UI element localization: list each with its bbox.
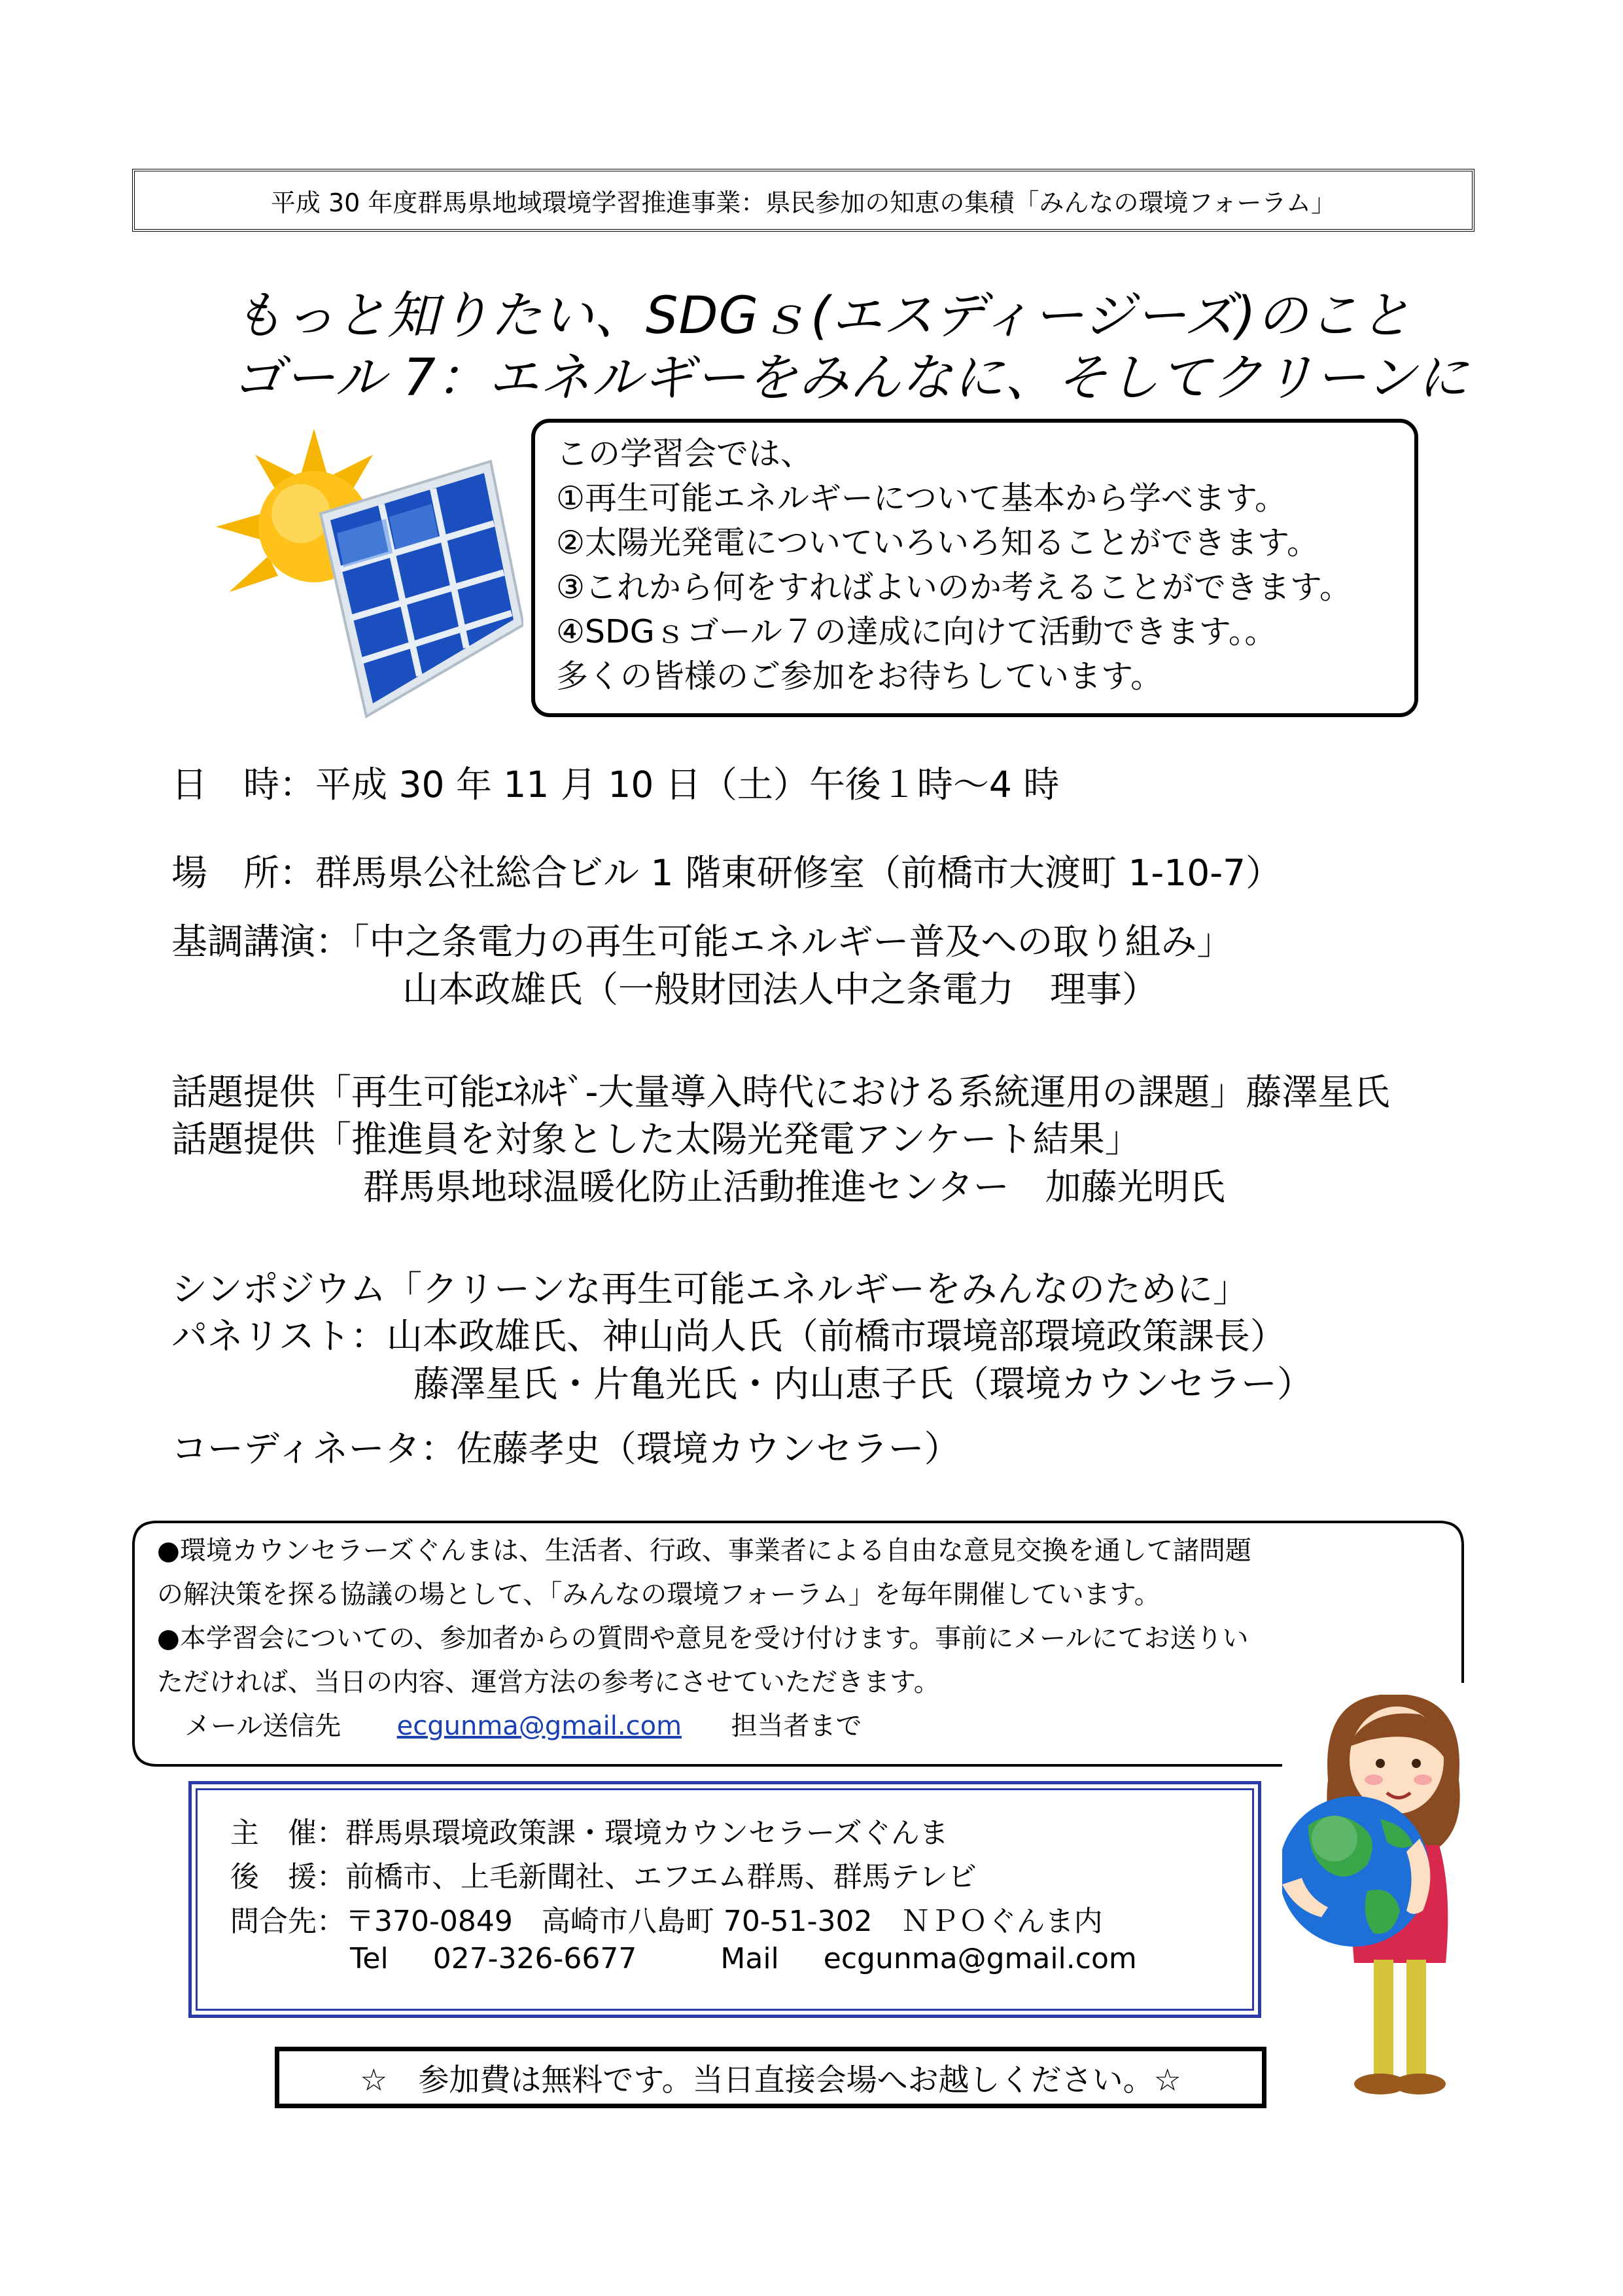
intro-line: ①再生可能エネルギーについて基本から学べます。 (556, 480, 1287, 517)
contact-phone-mail (350, 1942, 1137, 1975)
host: 主 催：群馬県環境政策課・環境カウンセラーズぐんま (230, 1816, 949, 1850)
intro-line: ③これから何をすればよいのか考えることができます。 (556, 569, 1352, 606)
intro-line: この学習会では、 (556, 435, 813, 472)
keynote-speaker: 山本政雄氏（一般財団法人中之条電力 理事） (402, 968, 1159, 1010)
mail-link[interactable]: ecgunma@gmail.com (396, 1711, 682, 1741)
note-line-2: の解決策を探る協議の場として、「みんなの環境フォーラム」を毎年開催しています。 (157, 1580, 1161, 1610)
tel-number: 027-326-6677 (432, 1942, 637, 1975)
mail-label: メール送信先 (184, 1711, 341, 1741)
keynote-title: 基調講演：「中之条電力の再生可能エネルギー普及への取り組み」 (171, 921, 1233, 963)
note-line-3: ●本学習会についての、参加者からの質問や意見を受け付けます。事前にメールにてお送りい (157, 1623, 1249, 1653)
event-datetime: 日 時：平成 30 年 11 月 10 日（土）午後１時～4 時 (171, 764, 1060, 805)
title-line-1: もっと知りたい、SDGｓ(エスディージーズ)のこと (232, 287, 1412, 345)
globe-icon (1282, 1796, 1429, 1947)
note-line-4: ただければ、当日の内容、運営方法の参考にさせていただきます。 (157, 1667, 940, 1697)
panelists-line-2: 藤澤星氏・片亀光氏・内山恵子氏（環境カウンセラー） (413, 1363, 1314, 1405)
coordinator: コーディネータ：佐藤孝史（環境カウンセラー） (171, 1428, 960, 1470)
mail-suffix: 担当者まで (731, 1711, 862, 1741)
header-banner (132, 169, 1475, 232)
contact-address: 問合先：〒370-0849 高崎市八島町 70-51-302 ＮＰＯぐんま内 (230, 1905, 1103, 1938)
intro-box (531, 419, 1418, 717)
mail-label-2: Mail (720, 1942, 779, 1975)
woman-globe-illustration (1282, 1675, 1518, 2120)
header-text: 平成 30 年度群馬県地域環境学習推進事業：県民参加の知恵の集積「みんなの環境フォーラム」 (270, 188, 1336, 217)
support: 後 援：前橋市、上毛新聞社、エフエム群馬、群馬テレビ (230, 1860, 977, 1894)
title-line-2: ゴール 7：エネルギーをみんなに、そしてクリーンに (232, 349, 1469, 408)
mail-address-2: ecgunma@gmail.com (823, 1942, 1137, 1975)
topic-1: 話題提供「再生可能ｴﾈﾙｷﾞ-大量導入時代における系統運用の課題」藤澤星氏 (171, 1071, 1390, 1113)
solar-panel-illustration (216, 429, 523, 723)
event-place: 場 所：群馬県公社総合ビル 1 階東研修室（前橋市大渡町 1-10-7） (171, 852, 1282, 894)
intro-line: ②太陽光発電についていろいろ知ることができます。 (556, 524, 1319, 561)
note-mail-row (184, 1705, 862, 1742)
topic-2: 話題提供「推進員を対象とした太陽光発電アンケート結果」 (171, 1118, 1141, 1160)
intro-line: ④SDGｓゴール７の達成に向けて活動できます。。 (556, 613, 1277, 650)
fee-text: ☆ 参加費は無料です。当日直接会場へお越しください。☆ (360, 2062, 1181, 2098)
note-line-1: ●環境カウンセラーズぐんまは、生活者、行政、事業者による自由な意見交換を通して諸問題 (157, 1536, 1251, 1566)
symposium-title: シンポジウム「クリーンな再生可能エネルギーをみんなのために」 (171, 1268, 1249, 1310)
topic-2-speaker: 群馬県地球温暖化防止活動推進センター 加藤光明氏 (363, 1166, 1225, 1208)
panelists-line-1: パネリスト：山本政雄氏、神山尚人氏（前橋市環境部環境政策課長） (171, 1315, 1286, 1357)
intro-line: 多くの皆様のご参加をお待ちしています。 (556, 658, 1163, 695)
fee-box (275, 2047, 1266, 2108)
tel-label: Tel (350, 1942, 389, 1975)
